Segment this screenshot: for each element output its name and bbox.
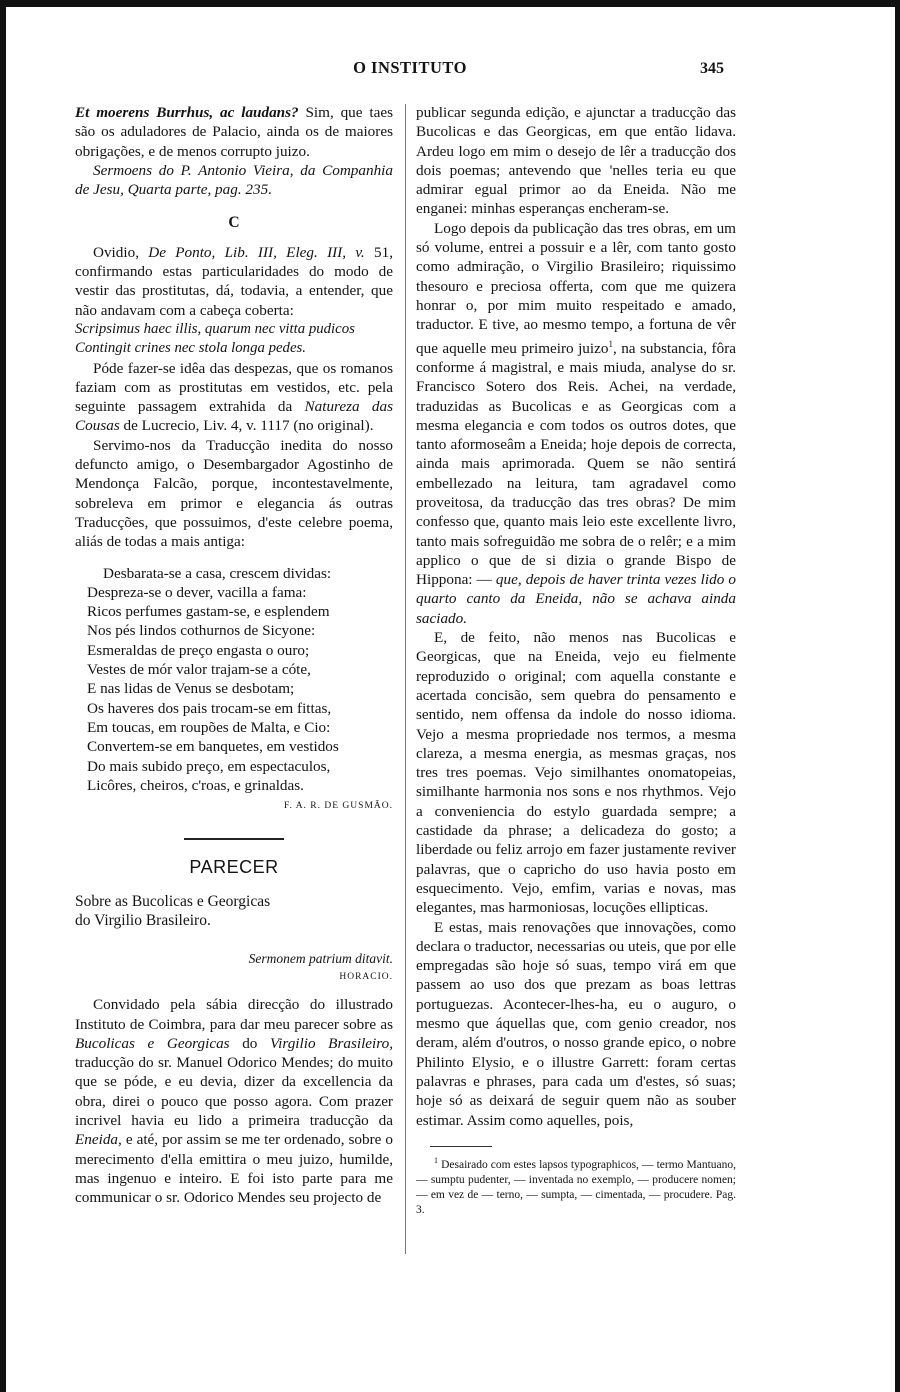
verse-line: Ricos perfumes gastam-se, e esplendem [87, 603, 330, 621]
note-letter: C [228, 214, 240, 232]
footnote-number: 1 [434, 1155, 438, 1165]
verse-line: E nas lidas de Venus se desbotam; [87, 680, 295, 698]
section-subheading-2: do Virgilio Brasileiro. [75, 912, 211, 930]
verse-line: Do mais subido preço, em espectaculos, [87, 757, 331, 775]
page-number: 345 [700, 60, 724, 77]
epigraph: Sermonem patrium ditavit. [248, 950, 393, 966]
ovid-paragraph [75, 243, 393, 320]
source-citation: Sermoens do P. Antonio Vieira, da Companhia de Jesu, Quarta parte, pag. 235. [75, 161, 393, 199]
right-column [416, 103, 736, 1218]
work-title: Bucolicas e Georgicas [75, 1034, 230, 1052]
continuation-paragraph: publicar segunda edição, e ajunctar a traducção das Bucolicas e das Georgicas, em que então lidava. Ardeu logo em mim o desejo de lêr a traducção dos dois poemas; antevendo que 'nelles teria eu que admirar egual primor ao da Eneida. Não me enganei: minhas esperanças encheram-se. [416, 104, 736, 218]
lucretius-rest: de Lucrecio, Liv. 4, v. 1117 (no original). [119, 417, 374, 435]
section-subheading-1: Sobre as Bucolicas e Georgicas [75, 892, 271, 910]
lucretius-paragraph [75, 359, 393, 436]
running-title: O INSTITUTO [353, 58, 467, 77]
augustine-quote: que, depois de haver trinta vezes lido o quarto canto da Eneida, não se achava ainda saciado. [416, 571, 737, 627]
translation-paragraph: Servimo-nos da Traducção inedita do nosso defuncto amigo, o Desembargador Agostinho de Mendonça Falcão, porque, incontestavelmente, sobreleva em primor e elegancia ás outras Traducções, que possuimos, d'este celebre poema, aliás de todas a mais antiga: [75, 436, 393, 551]
text-run: , na substancia, fôra conforme á magistral, e mais miuda, analyse do sr. Francisco Sotero dos Reis. Achei, na verdade, traduzidas as Bucolicas e as Georgicas com a mesma elegancia e com todos os outros dotes, que tanto aformoseâm a Eneida; hoje depois de correcta, ainda mais aprimorada. Quem se não sentirá embellezado na leitura, tam agradavel como proveitosa, da traducção das tres obras? De mim confesso que, quanto mais leio este excellente livro, tanto mais sofreguidão me sobra de o relêr; e a mim applico o que de si dizia o grande Bispo de Hippona: — [416, 339, 736, 589]
latin-line-2: Contingit crines nec stola longa pedes. [75, 340, 306, 357]
scan-border-left [0, 0, 6, 1392]
reading-paragraph [416, 219, 736, 628]
lucretius-lead: Póde fazer-se idêa das despezas, que os romanos faziam com as prostitutas em vestidos, etc. pela seguinte passagem extrahida da [75, 359, 393, 416]
parecer-paragraph [75, 995, 393, 1207]
verse-line: Esmeraldas de preço engasta o ouro; [87, 641, 310, 659]
text-run: traducção do sr. Manuel Odorico Mendes; do muito que se póde, e eu devia, dizer da excellencia da obra, direi o pouco que posso agora. Com prazer incrivel havia eu lido a primeira traducção da [75, 1054, 393, 1130]
ovid-rest: 51, confirmando estas particularidades do modo de vestir das prostitutas, dá, todavia, a entender, que não andavam com a cabeça coberta: [75, 243, 393, 319]
lucretius-citation: Natureza das Cousas [75, 398, 393, 435]
opening-quote: Et moerens Burrhus, ac laudans? [75, 104, 299, 121]
text-run: do [229, 1034, 270, 1052]
column-divider [405, 104, 406, 1254]
verse-line: Vestes de mór valor trajam-se a cóte, [87, 661, 311, 679]
text-run: e até, por assim se me ter ordenado, sobre o merecimento d'ella emittira o meu juizo, humilde, mas ingenuo e inteiro. E foi isto parte para me communicar o sr. Odorico Mendes seu projecto de [75, 1131, 393, 1207]
left-column [75, 103, 393, 1208]
text-run: Logo depois da publicação das tres obras, em um só volume, entrei a possuir e a lêr, com tanto gosto como admiração, o Virgilio Brasileiro; riquissimo thesouro e preciosa offerta, com que me quizera honrar o, por mim muito respeitado e amado, traductor. E tive, ao mesmo tempo, a fortuna de vêr que aquelle meu primeiro juizo [416, 219, 736, 357]
fidelity-paragraph: E, de feito, não menos nas Bucolicas e Georgicas, que na Eneida, vejo eu fielmente reproduzido o original; com aquella constante e acertada concisão, sem quebra do pensamento e sentido, nem offensa da indole do nosso idioma. Vejo a mesma propriedade nos termos, a mesma clareza, a mesma energia, as mesmas graças, nos tres tres poemas. Vejo similhantes onomatopeias, similhante harmonia nos sons e nos rhythmos. Vejo a conveniencia do estylo guardada sempre; a castidade da phrase; a delicadeza do gosto; a liberdade ou feliz arrojo em fazer justamente reviver palavras, que o capricho do uso havia posto em esquecimento. Vejo, emfim, varias e novas, mas elegantes, mas harmoniosas, locuções ellipticas. [416, 629, 736, 917]
verse-line: Desbarata-se a casa, crescem dividas: [103, 564, 332, 582]
footnote [416, 1153, 736, 1218]
work-title: Virgilio Brasileiro, [270, 1034, 394, 1052]
footnote-marker: 1 [608, 338, 613, 349]
ovid-lead: Ovidio, [93, 243, 149, 261]
text-run: Convidado pela sábia direcção do illustrado Instituto de Coimbra, para dar meu parecer sobre as [75, 996, 393, 1033]
verse-block [75, 564, 393, 796]
work-title: Eneida, [75, 1131, 122, 1149]
footnote-text: Desairado com estes lapsos typographicos, — termo Mantuano, — sumptu pudenter, — inventada no exemplo, — producere nomen; — em vez de — terno, — sumpta, — cimentada, — procudere. Pag. 3. [416, 1158, 736, 1216]
opening-paragraph [75, 103, 393, 161]
verse-line: Licôres, cheiros, c'roas, e grinaldas. [87, 776, 304, 794]
verse-line: Despreza-se o dever, vacilla a fama: [87, 583, 307, 601]
latin-line-1: Scripsimus haec illis, quarum nec vitta pudicos [75, 320, 355, 337]
section-divider [184, 838, 284, 840]
scan-border-top [0, 0, 900, 7]
ovid-citation: De Ponto, Lib. III, Eleg. III, v. [148, 243, 365, 261]
verse-line: Os haveres dos pais trocam-se em fittas, [87, 699, 332, 717]
section-heading: PARECER [189, 857, 279, 878]
opening-text: Sim, que taes são os aduladores de Palacio, ainda os de maiores obrigações, e de menos corrupto juizo. [75, 104, 393, 160]
renovations-paragraph: E estas, mais renovações que innovações, como declara o traductor, necessarias ou uteis, que por elle empregadas são hoje só suas, tempo virá em que passem ao uso dos que prezam as boas lettras portuguezas. Acontecer-lhes-ha, eu o auguro, o mesmo que áquellas que, com genio creador, nos deram, além d'outros, o nosso grande epico, o nobre Philinto Elysio, e o illustre Garrett: foram certas palavras e phrases, para cada um d'estes, só suas; hoje só as deixará de seguir quem não as souber estimar. Assim como aquelles, pois, [416, 918, 736, 1129]
verse-line: Nos pés lindos cothurnos de Sicyone: [87, 622, 316, 640]
signature: F. A. R. DE GUSMÃO. [283, 801, 393, 812]
scan-border-right [895, 0, 900, 1392]
verse-line: Convertem-se em banquetes, em vestidos [87, 738, 339, 756]
epigraph-source: HORACIO. [339, 971, 393, 982]
verse-line: Em toucas, em roupões de Malta, e Cio: [87, 718, 331, 736]
footnote-rule [430, 1146, 492, 1147]
